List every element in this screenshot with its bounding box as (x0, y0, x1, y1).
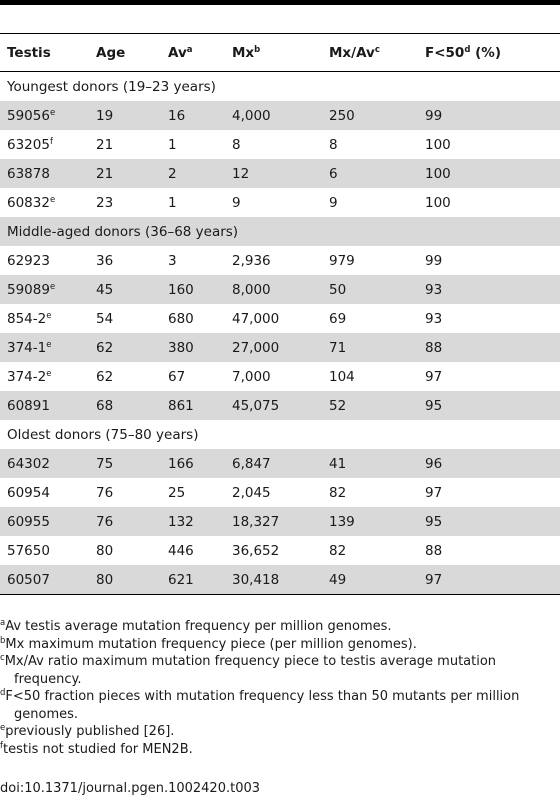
footnote-mark: e (0, 723, 6, 733)
cell-f50: 95 (418, 391, 560, 420)
footnote-mark: b (0, 635, 6, 646)
cell-mx-av: 104 (329, 368, 355, 385)
cell-mx: 36,652 (232, 542, 280, 559)
footnote-text: F<50 fraction pieces with mutation frequency less than 50 mutants per million (5, 689, 520, 704)
cell-av: 166 (161, 449, 225, 478)
cell-age: 76 (89, 507, 161, 536)
cell-mx: 30,418 (225, 565, 322, 594)
footnote-text: previously published [26]. (5, 724, 175, 739)
footnote-f (0, 741, 560, 759)
group-label: Oldest donors (75–80 years) (7, 426, 199, 443)
cell-age: 21 (96, 136, 114, 153)
cell-av: 16 (161, 101, 225, 130)
footnote-a (0, 618, 560, 636)
footnote-text: testis not studied for MEN2B. (3, 741, 193, 757)
table-row (0, 333, 560, 362)
table-row (0, 391, 560, 420)
table-row (0, 101, 560, 130)
cell-mx: 6,847 (225, 449, 322, 478)
cell-f50: 97 (418, 565, 560, 594)
group-header-row (0, 420, 560, 449)
caption-band (0, 5, 560, 33)
cell-age: 68 (89, 391, 161, 420)
cell-mx: 7,000 (232, 368, 271, 385)
footnote-continuation: frequency. (14, 671, 82, 687)
cell-av: 1 (168, 194, 177, 211)
cell-age: 75 (89, 449, 161, 478)
footnote-mark: f (0, 740, 3, 751)
cell-testis: 57650 (7, 542, 50, 559)
group-header-row (0, 72, 560, 102)
cell-age: 80 (96, 542, 114, 559)
col-av: Av$^a$ (161, 34, 225, 72)
col-age: Age (89, 34, 161, 72)
table-row (0, 246, 560, 275)
cell-mx: 9 (232, 194, 241, 211)
group-label: Middle-aged donors (36–68 years) (0, 217, 560, 246)
group-label: Youngest donors (19–23 years) (7, 78, 216, 95)
table-row (0, 275, 560, 304)
cell-av: 2 (161, 159, 225, 188)
table-body (0, 72, 560, 595)
cell-av: 67 (168, 368, 186, 385)
cell-testis: 60507 (0, 565, 89, 594)
table-row (0, 304, 560, 333)
table-row (0, 478, 560, 507)
footnote-c (0, 653, 560, 688)
cell-mx-av: 139 (322, 507, 418, 536)
cell-testis: 374-2e (7, 368, 52, 385)
cell-testis: 854-2e (7, 310, 52, 327)
footnote-mark: a (0, 618, 6, 628)
cell-age: 45 (89, 275, 161, 304)
footnote-text: Mx/Av ratio maximum mutation frequency piece to testis average mutation (4, 654, 497, 669)
cell-f50: 93 (418, 275, 560, 304)
table-bottom-rule (0, 594, 560, 595)
header-row (0, 34, 560, 72)
cell-f50: 100 (425, 194, 451, 211)
cell-mx: 2,045 (232, 484, 271, 501)
cell-testis: 60954 (7, 484, 50, 501)
cell-mx-av: 50 (322, 275, 418, 304)
footnote-e (0, 723, 560, 741)
table-row (0, 449, 560, 478)
cell-av: 380 (161, 333, 225, 362)
footnote-text: Av testis average mutation frequency per million genomes. (5, 619, 392, 634)
cell-mx-av: 250 (322, 101, 418, 130)
cell-age: 36 (96, 252, 114, 269)
cell-age: 23 (96, 194, 114, 211)
cell-mx-av: 9 (329, 194, 338, 211)
cell-mx: 27,000 (225, 333, 322, 362)
cell-mx-av: 8 (329, 136, 338, 153)
cell-f50: 99 (425, 252, 443, 269)
table-row (0, 362, 560, 391)
cell-f50: 100 (418, 159, 560, 188)
cell-testis: 59089e (0, 275, 89, 304)
cell-f50: 93 (425, 310, 443, 327)
cell-testis: 60832e (7, 194, 56, 211)
footnote-text: Mx maximum mutation frequency piece (per million genomes). (5, 636, 417, 652)
cell-av: 621 (161, 565, 225, 594)
cell-testis: 60955 (0, 507, 89, 536)
cell-av: 25 (168, 484, 186, 501)
group-header-row (0, 217, 560, 246)
col-mx: Mx$^b$ (225, 34, 322, 72)
table-row (0, 565, 560, 594)
cell-age: 62 (96, 368, 114, 385)
cell-mx: 47,000 (232, 310, 280, 327)
footnotes (0, 618, 560, 758)
cell-mx: 8,000 (225, 275, 322, 304)
cell-f50: 97 (425, 484, 443, 501)
footnote-d (0, 688, 560, 723)
cell-mx-av: 979 (329, 252, 355, 269)
cell-mx: 18,327 (225, 507, 322, 536)
cell-f50: 88 (425, 542, 443, 559)
table-row (0, 130, 560, 159)
cell-mx-av: 69 (329, 310, 347, 327)
cell-mx-av: 41 (322, 449, 418, 478)
table-row (0, 507, 560, 536)
cell-mx-av: 82 (329, 484, 347, 501)
cell-mx-av: 71 (322, 333, 418, 362)
cell-testis: 63205$^f$ (7, 136, 53, 153)
cell-testis: 374-1e (0, 333, 89, 362)
footnote-continuation: genomes. (14, 706, 79, 722)
cell-testis: 60891 (0, 391, 89, 420)
cell-mx-av: 52 (322, 391, 418, 420)
cell-mx: 45,075 (225, 391, 322, 420)
table-row (0, 159, 560, 188)
cell-av: 861 (161, 391, 225, 420)
col-testis: Testis (0, 34, 89, 72)
footnote-mark: d (0, 688, 6, 698)
cell-age: 80 (89, 565, 161, 594)
cell-f50: 88 (418, 333, 560, 362)
cell-mx-av: 82 (329, 542, 347, 559)
cell-mx-av: 6 (322, 159, 418, 188)
cell-testis: 59056e (0, 101, 89, 130)
cell-testis: 62923 (7, 252, 50, 269)
cell-age: 21 (89, 159, 161, 188)
footnote-b (0, 636, 560, 654)
cell-testis: 63878 (0, 159, 89, 188)
cell-f50: 100 (425, 136, 451, 153)
cell-mx-av: 49 (322, 565, 418, 594)
cell-f50: 97 (425, 368, 443, 385)
cell-av: 3 (168, 252, 177, 269)
cell-age: 54 (96, 310, 114, 327)
mutation-frequency-table (0, 34, 560, 594)
cell-mx: 8 (232, 136, 241, 153)
cell-testis: 64302 (0, 449, 89, 478)
cell-av: 1 (168, 136, 177, 153)
cell-mx: 4,000 (225, 101, 322, 130)
cell-mx: 12 (225, 159, 322, 188)
doi: doi:10.1371/journal.pgen.1002420.t003 (0, 781, 261, 796)
cell-av: 132 (161, 507, 225, 536)
footnote-mark: c (0, 653, 5, 663)
cell-mx: 2,936 (232, 252, 271, 269)
cell-av: 446 (168, 542, 194, 559)
cell-age: 19 (89, 101, 161, 130)
col-f50: $F<50^d$ (%) (418, 34, 560, 72)
cell-age: 76 (96, 484, 114, 501)
table-row (0, 536, 560, 565)
cell-av: 160 (161, 275, 225, 304)
cell-f50: 96 (418, 449, 560, 478)
cell-f50: 99 (418, 101, 560, 130)
cell-av: 680 (168, 310, 194, 327)
table-row (0, 188, 560, 217)
cell-age: 62 (89, 333, 161, 362)
cell-f50: 95 (418, 507, 560, 536)
col-mx-av: Mx/Av$^c$ (322, 34, 418, 72)
